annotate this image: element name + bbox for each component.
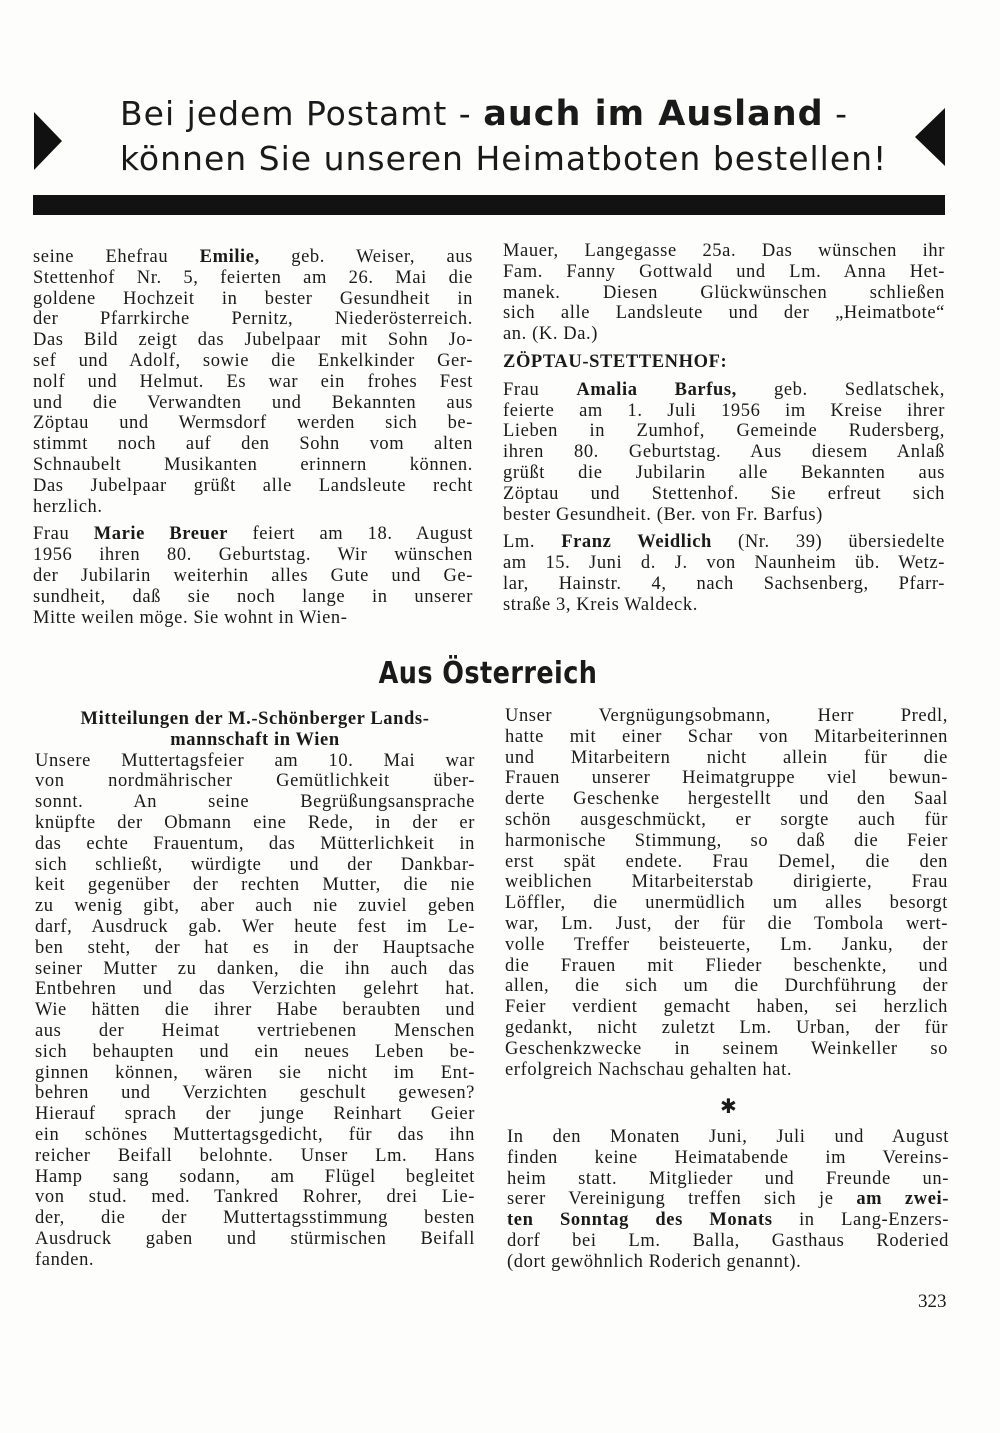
- text-line: seine Ehefrau Emilie, geb. Weiser, aus: [33, 247, 473, 267]
- heading: [503, 352, 945, 373]
- text-line: sundheit, daß sie noch lange in unserer: [33, 586, 473, 607]
- text-line: Stettenhof Nr. 5, feierten am 26. Mai die: [33, 267, 473, 288]
- text-line: zu wenig gibt, aber auch nie zuviel geben: [35, 896, 475, 917]
- text-line: Löffler, die unermüdlich um alles besorgt: [505, 893, 948, 914]
- star-separator: ✱: [720, 1094, 737, 1118]
- text-line: Hierauf sprach der junge Reinhart Geier: [35, 1104, 475, 1125]
- text-line: serer Vereinigung treffen sich je am zwei-: [507, 1189, 950, 1210]
- column-bottom-right: [505, 706, 948, 1080]
- text-line: Lm. Franz Weidlich (Nr. 39) übersiedelte: [503, 532, 945, 553]
- text-line: Wie hätten die ihrer Habe beraubten und: [35, 1000, 475, 1021]
- paragraph-gap: [503, 525, 945, 532]
- text-line: sich alle Landsleute und der „Heimatbote“: [503, 303, 945, 324]
- paragraph: [503, 241, 945, 345]
- paragraph-gap: [33, 517, 473, 524]
- paragraph-gap: [503, 373, 945, 380]
- text-line: 1956 ihren 80. Geburtstag. Wir wünschen: [33, 545, 473, 566]
- column-bottom-left: [35, 709, 475, 1271]
- text-line: Geschenkzwecke in seinem Weinkeller so: [505, 1038, 948, 1059]
- text-line: behren und Verzichten geschult gewesen?: [35, 1083, 475, 1104]
- text-line: Lieben in Zumhof, Gemeinde Rudersberg,: [503, 421, 945, 442]
- text-line: Zöptau und Wermsdorf werden sich be-: [33, 413, 473, 434]
- text-line: Feier verdient gemacht haben, sei herzlich: [505, 997, 948, 1018]
- text-line: In den Monaten Juni, Juli und August: [507, 1127, 949, 1147]
- text-line: grüßt die Jubilarin alle Bekannten aus: [503, 462, 945, 483]
- banner-text: Bei jedem Postamt -: [120, 94, 484, 133]
- text-line: reicher Beifall belohnte. Unser Lm. Hans: [35, 1145, 475, 1166]
- text-line: Frau Marie Breuer feiert am 18. August: [33, 524, 474, 545]
- column-top-right: [503, 241, 945, 616]
- text-line: ZÖPTAU-STETTENHOF:: [503, 351, 728, 372]
- column-bottom-right-2: [507, 1127, 949, 1273]
- text-line: sef und Adolf, sowie die Enkelkinder Ger-: [33, 350, 473, 371]
- text-line: darf, Ausdruck gab. Wer heute fest im Le-: [35, 916, 475, 937]
- text-line: dorf bei Lm. Balla, Gasthaus Roderied: [507, 1230, 949, 1251]
- section-title: Aus Österreich: [378, 656, 598, 691]
- text-line: und die Verwandten und Bekannten aus: [33, 392, 473, 413]
- paragraph: [503, 532, 945, 615]
- text-line: Frauen unserer Heimatgruppe viel bewun-: [505, 768, 948, 789]
- text-line: seiner Mutter zu danken, die ihn auch das: [35, 958, 475, 979]
- bold-name: Franz Weidlich: [561, 532, 712, 553]
- text-line: die Frauen mit Flieder beschenkte, und: [505, 955, 948, 976]
- text-line: ihren 80. Geburtstag. Aus diesem Anlaß: [503, 442, 945, 463]
- page-number: 323: [918, 1291, 947, 1312]
- text-line: ben steht, der hat es in der Hauptsache: [35, 937, 475, 958]
- text-line: manek. Diesen Glückwünschen schließen: [503, 282, 945, 303]
- paragraph: [33, 247, 473, 517]
- text-line: finden keine Heimatabende im Vereins-: [507, 1147, 949, 1168]
- paragraph: [505, 706, 948, 1080]
- banner-emphasis: auch im Ausland: [483, 94, 824, 134]
- text-line: ten Sonntag des Monats in Lang-Enzers-: [507, 1210, 950, 1231]
- triangle-left-icon: [915, 108, 945, 166]
- text-line: Ausdruck gaben und stürmischen Beifall: [35, 1228, 475, 1249]
- text-line: und Mitarbeitern nicht allein für die: [505, 747, 948, 768]
- text-line: von stud. med. Tankred Rohrer, drei Lie-: [35, 1187, 475, 1208]
- column-top-left: [33, 247, 473, 628]
- text-line: Das Jubelpaar grüßt alle Landsleute recht: [33, 475, 473, 496]
- text-line: das echte Frauentum, das Mütterlichkeit in: [35, 833, 475, 854]
- text-line: nolf und Helmut. Es war ein frohes Fest: [33, 371, 473, 392]
- text-line: Hamp sang sodann, am Flügel begleitet: [35, 1166, 475, 1187]
- text-line: sonnt. An seine Begrüßungsansprache: [35, 792, 475, 813]
- text-line: lar, Hainstr. 4, nach Sachsenberg, Pfarr-: [503, 573, 945, 594]
- text-line: aus der Heimat vertriebenen Menschen: [35, 1020, 475, 1041]
- divider-bar: [33, 195, 945, 215]
- text-line: Unser Vergnügungsobmann, Herr Predl,: [505, 706, 948, 726]
- text-line: feierte am 1. Juli 1956 im Kreise ihrer: [503, 400, 945, 421]
- text-line: goldene Hochzeit in bester Gesundheit in: [33, 288, 473, 309]
- text-line: Unsere Muttertagsfeier am 10. Mai war: [35, 750, 475, 771]
- text-line: heim statt. Mitglieder und Freunde un-: [507, 1168, 949, 1189]
- triangle-right-icon: [34, 112, 62, 170]
- text-line: derte Geschenke hergestellt und den Saal: [505, 789, 948, 810]
- heading: [35, 709, 475, 751]
- text-line: bester Gesundheit. (Ber. von Fr. Barfus): [503, 504, 823, 525]
- banner-line-1: [120, 94, 848, 134]
- text-line: volle Treffer beisteuerte, Lm. Janku, der: [505, 934, 948, 955]
- banner-text: -: [823, 94, 849, 133]
- text-line: stimmt noch auf den Sohn vom alten: [33, 434, 473, 455]
- bold-name: am zwei-: [856, 1189, 950, 1210]
- text-line: allen, die sich um die Durchführung der: [505, 976, 948, 997]
- paragraph: [33, 524, 473, 628]
- text-line: Mitte weilen möge. Sie wohnt in Wien-: [33, 607, 348, 628]
- text-line: Schnaubelt Musikanten erinnern können.: [33, 454, 473, 475]
- text-line: ginnen können, wären sie nicht im Ent-: [35, 1062, 475, 1083]
- paragraph: [35, 751, 475, 1271]
- text-line: Mauer, Langegasse 25a. Das wünschen ihr: [503, 241, 945, 261]
- text-line: der Jubilarin weiterhin alles Gute und Ge-: [33, 565, 473, 586]
- paragraph: [503, 380, 945, 526]
- text-line: (dort gewöhnlich Roderich genannt).: [507, 1251, 802, 1272]
- text-line: sich behaupten und ein neues Leben be-: [35, 1041, 475, 1062]
- paragraph: [507, 1127, 949, 1273]
- text-line: mannschaft in Wien: [170, 729, 340, 750]
- text-line: Entbehren und das Verzichten gelehrt hat.: [35, 979, 475, 1000]
- bold-name: ten Sonntag des Monats: [507, 1210, 773, 1231]
- text-line: harmonische Stimmung, so daß die Feier: [505, 830, 948, 851]
- text-line: knüpfte der Obmann eine Rede, in der er: [35, 812, 475, 833]
- text-line: weiblichen Mitarbeiterstab dirigierte, Frau: [505, 872, 948, 893]
- text-line: sich schließt, würdigte und der Dankbar-: [35, 854, 475, 875]
- bold-name: Amalia Barfus,: [576, 379, 737, 400]
- text-line: der, die der Muttertagsstimmung besten: [35, 1208, 475, 1229]
- banner-line-2: können Sie unseren Heimatboten bestellen!: [120, 139, 888, 178]
- text-line: Das Bild zeigt das Jubelpaar mit Sohn Jo-: [33, 330, 473, 351]
- text-line: straße 3, Kreis Waldeck.: [503, 594, 698, 615]
- text-line: schön ausgeschmückt, er sorgte auch für: [505, 809, 948, 830]
- bold-name: Marie Breuer: [93, 524, 229, 545]
- text-line: am 15. Juni d. J. von Naunheim üb. Wetz-: [503, 553, 945, 574]
- text-line: an. (K. Da.): [503, 324, 599, 345]
- text-line: von nordmährischer Gemütlichkeit über-: [35, 771, 475, 792]
- bold-name: Emilie,: [199, 247, 260, 267]
- text-line: hatte mit einer Schar von Mitarbeiterinnen: [505, 726, 948, 747]
- text-line: Mitteilungen der M.-Schönberger Lands-: [80, 709, 430, 729]
- text-line: herzlich.: [33, 496, 103, 517]
- paragraph-gap: [503, 345, 945, 352]
- text-line: der Pfarrkirche Pernitz, Niederösterreich.: [33, 309, 473, 330]
- text-line: Fam. Fanny Gottwald und Lm. Anna Het-: [503, 261, 945, 282]
- text-line: erfolgreich Nachschau gehalten hat.: [505, 1059, 793, 1080]
- text-line: Frau Amalia Barfus, geb. Sedlatschek,: [503, 379, 946, 400]
- text-line: fanden.: [35, 1249, 95, 1270]
- text-line: war, Lm. Just, der für die Tombola wert-: [505, 913, 948, 934]
- text-line: gedankt, nicht zuletzt Lm. Urban, der für: [505, 1017, 948, 1038]
- text-line: erst spät endete. Frau Demel, die den: [505, 851, 948, 872]
- text-line: Zöptau und Stettenhof. Sie erfreut sich: [503, 483, 945, 504]
- text-line: ein schönes Muttertagsgedicht, für das ihn: [35, 1124, 475, 1145]
- text-line: keit gegenüber der rechten Mutter, die nie: [35, 875, 475, 896]
